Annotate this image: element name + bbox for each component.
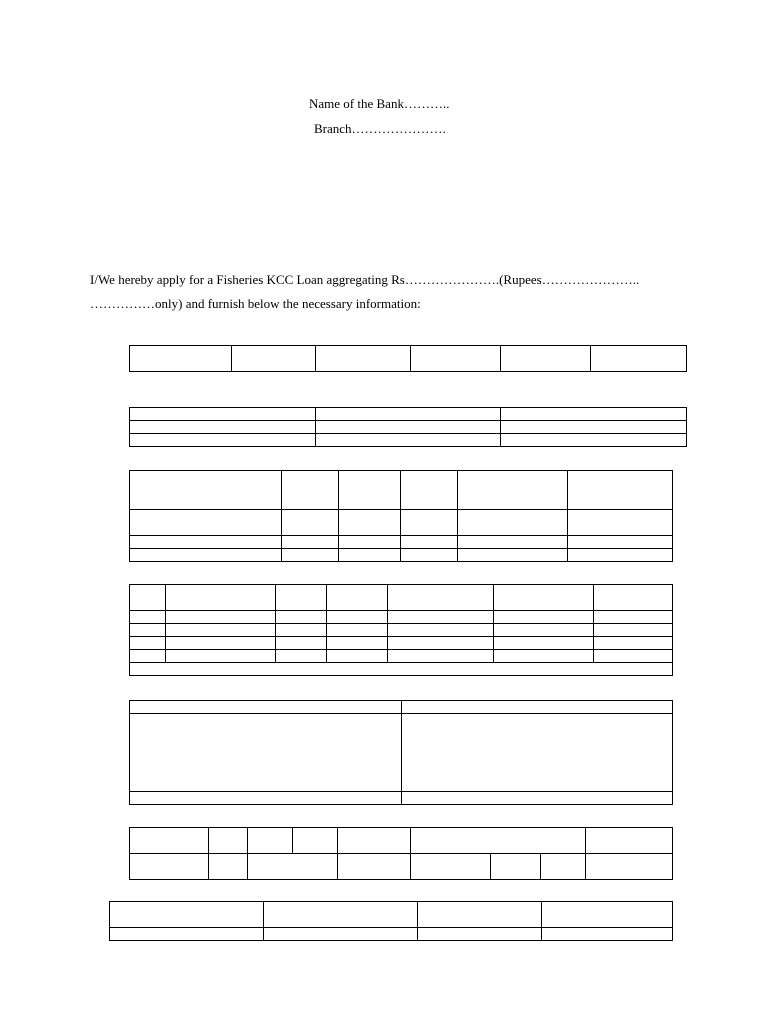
table-cell[interactable] xyxy=(209,854,248,880)
table-row xyxy=(130,828,673,854)
table-cell[interactable] xyxy=(264,928,418,941)
table-cell[interactable] xyxy=(494,650,594,663)
table-cell[interactable] xyxy=(411,854,491,880)
table-cell[interactable] xyxy=(130,650,166,663)
table-cell[interactable] xyxy=(130,637,166,650)
table-cell[interactable] xyxy=(338,828,411,854)
table-cell[interactable] xyxy=(282,510,339,536)
table-cell[interactable] xyxy=(594,624,673,637)
table-cell[interactable] xyxy=(542,902,673,928)
table-cell[interactable] xyxy=(402,714,673,792)
table-row xyxy=(130,585,673,611)
form-table-7 xyxy=(109,901,673,941)
table-cell[interactable] xyxy=(110,928,264,941)
form-table-5 xyxy=(129,700,673,805)
table-cell[interactable] xyxy=(276,611,327,624)
table-cell[interactable] xyxy=(293,828,338,854)
table-cell[interactable] xyxy=(166,650,276,663)
table-cell[interactable] xyxy=(130,510,282,536)
table-cell[interactable] xyxy=(401,536,458,549)
table-cell[interactable] xyxy=(130,854,209,880)
table-row xyxy=(130,650,673,663)
table-cell[interactable] xyxy=(248,828,293,854)
table-cell[interactable] xyxy=(388,650,494,663)
table-cell[interactable] xyxy=(276,637,327,650)
table-cell[interactable] xyxy=(130,663,673,676)
table-cell[interactable] xyxy=(388,585,494,611)
table-row xyxy=(130,510,673,536)
table-cell[interactable] xyxy=(568,510,673,536)
table-row xyxy=(130,714,673,792)
table-row xyxy=(130,536,673,549)
table-cell[interactable] xyxy=(130,471,282,510)
table-cell[interactable] xyxy=(282,471,339,510)
table-cell[interactable] xyxy=(276,650,327,663)
table-cell[interactable] xyxy=(568,536,673,549)
table-cell[interactable] xyxy=(327,650,388,663)
table-cell[interactable] xyxy=(402,792,673,805)
table-cell[interactable] xyxy=(316,434,501,447)
table-cell[interactable] xyxy=(568,471,673,510)
table-cell[interactable] xyxy=(327,637,388,650)
table-cell[interactable] xyxy=(494,611,594,624)
table-cell[interactable] xyxy=(586,854,673,880)
table-cell[interactable] xyxy=(276,624,327,637)
table-row xyxy=(130,792,673,805)
table-row xyxy=(110,928,673,941)
table-cell[interactable] xyxy=(339,536,401,549)
application-statement-line1: I/We hereby apply for a Fisheries KCC Loan aggregating Rs………………….(Rupees………………….. xyxy=(90,272,640,287)
branch-line: Branch…………………. xyxy=(314,121,446,136)
table-cell[interactable] xyxy=(388,637,494,650)
table-cell[interactable] xyxy=(130,828,209,854)
table-cell[interactable] xyxy=(501,421,687,434)
table-cell[interactable] xyxy=(339,471,401,510)
table-cell[interactable] xyxy=(276,585,327,611)
table-cell[interactable] xyxy=(591,346,687,372)
table-cell[interactable] xyxy=(501,408,687,421)
table-cell[interactable] xyxy=(542,928,673,941)
bank-name-line: Name of the Bank……….. xyxy=(309,96,450,111)
table-cell[interactable] xyxy=(166,585,276,611)
table-cell[interactable] xyxy=(282,536,339,549)
table-row xyxy=(130,854,673,880)
table-cell[interactable] xyxy=(494,585,594,611)
table-cell[interactable] xyxy=(594,611,673,624)
table-cell[interactable] xyxy=(130,408,316,421)
table-cell[interactable] xyxy=(166,637,276,650)
table-cell[interactable] xyxy=(130,421,316,434)
table-cell[interactable] xyxy=(316,421,501,434)
table-row xyxy=(130,663,673,676)
table-cell[interactable] xyxy=(401,510,458,536)
table-cell[interactable] xyxy=(568,549,673,562)
form-table-3 xyxy=(129,470,673,562)
table-cell[interactable] xyxy=(339,549,401,562)
table-row xyxy=(130,434,687,447)
table-cell[interactable] xyxy=(411,346,501,372)
table-row xyxy=(130,346,687,372)
table-cell[interactable] xyxy=(316,346,411,372)
table-row xyxy=(130,611,673,624)
table-row xyxy=(130,701,673,714)
table-row xyxy=(130,549,673,562)
table-cell[interactable] xyxy=(388,611,494,624)
table-cell[interactable] xyxy=(166,611,276,624)
table-cell[interactable] xyxy=(130,792,402,805)
table-cell[interactable] xyxy=(586,828,673,854)
table-cell[interactable] xyxy=(110,902,264,928)
table-row xyxy=(130,624,673,637)
table-cell[interactable] xyxy=(327,624,388,637)
table-cell[interactable] xyxy=(388,624,494,637)
table-cell[interactable] xyxy=(130,714,402,792)
table-row xyxy=(130,408,687,421)
table-cell[interactable] xyxy=(594,637,673,650)
table-cell[interactable] xyxy=(594,585,673,611)
table-cell[interactable] xyxy=(232,346,316,372)
table-cell[interactable] xyxy=(501,346,591,372)
table-row xyxy=(110,902,673,928)
table-cell[interactable] xyxy=(338,854,411,880)
table-cell[interactable] xyxy=(130,611,166,624)
table-cell[interactable] xyxy=(458,549,568,562)
table-cell[interactable] xyxy=(494,637,594,650)
table-cell[interactable] xyxy=(541,854,586,880)
table-cell[interactable] xyxy=(130,549,282,562)
form-table-1 xyxy=(129,345,687,372)
table-cell[interactable] xyxy=(494,624,594,637)
table-row xyxy=(130,637,673,650)
table-cell[interactable] xyxy=(458,536,568,549)
table-cell[interactable] xyxy=(209,828,248,854)
table-cell[interactable] xyxy=(491,854,541,880)
table-cell[interactable] xyxy=(130,434,316,447)
form-table-6 xyxy=(129,827,673,880)
table-cell[interactable] xyxy=(411,828,586,854)
table-cell[interactable] xyxy=(402,701,673,714)
table-cell[interactable] xyxy=(166,624,276,637)
table-cell[interactable] xyxy=(594,650,673,663)
table-cell[interactable] xyxy=(316,408,501,421)
table-cell[interactable] xyxy=(458,471,568,510)
form-table-2 xyxy=(129,407,687,447)
table-row xyxy=(130,471,673,510)
table-cell[interactable] xyxy=(130,624,166,637)
table-cell[interactable] xyxy=(458,510,568,536)
table-cell[interactable] xyxy=(130,346,232,372)
table-cell[interactable] xyxy=(327,585,388,611)
table-cell[interactable] xyxy=(282,549,339,562)
table-cell[interactable] xyxy=(401,549,458,562)
table-cell[interactable] xyxy=(264,902,418,928)
table-cell[interactable] xyxy=(418,902,542,928)
table-cell[interactable] xyxy=(130,585,166,611)
table-cell[interactable] xyxy=(501,434,687,447)
form-table-4 xyxy=(129,584,673,676)
application-statement-line2: ……………only) and furnish below the necessary information: xyxy=(90,296,421,311)
table-cell[interactable] xyxy=(401,471,458,510)
table-cell[interactable] xyxy=(130,536,282,549)
table-cell[interactable] xyxy=(418,928,542,941)
table-cell[interactable] xyxy=(130,701,402,714)
table-cell[interactable] xyxy=(339,510,401,536)
table-cell[interactable] xyxy=(327,611,388,624)
table-cell[interactable] xyxy=(248,854,338,880)
table-row xyxy=(130,421,687,434)
